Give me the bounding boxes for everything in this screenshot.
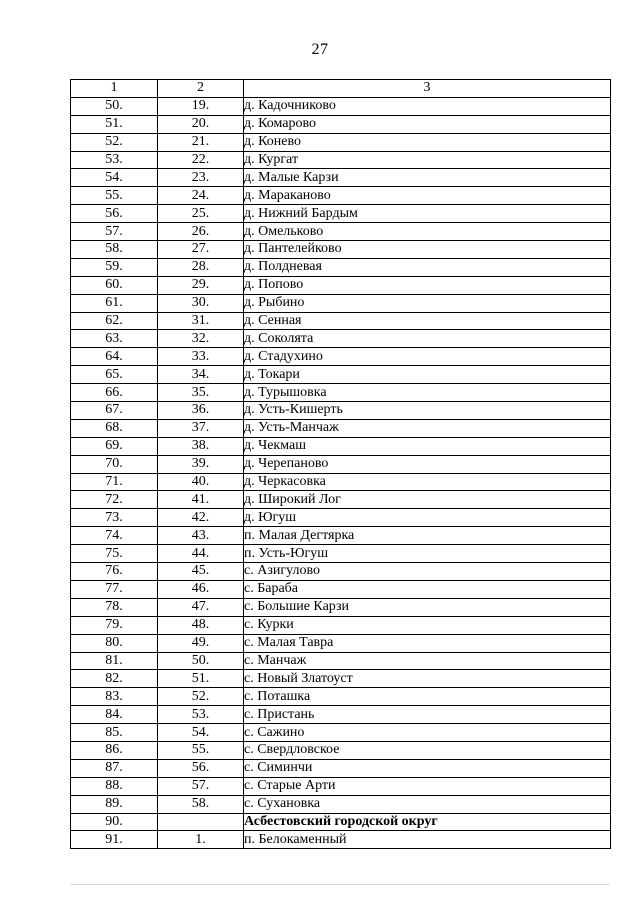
table-row — [71, 294, 611, 312]
row-number-cell: 52. — [71, 133, 158, 151]
row-number-cell: 70. — [71, 455, 158, 473]
settlement-name-cell: д. Чекмаш — [244, 437, 611, 455]
sub-number-cell: 21. — [158, 133, 244, 151]
row-number-cell: 76. — [71, 563, 158, 581]
page-number: 27 — [311, 41, 329, 58]
table-row — [71, 187, 611, 205]
row-number-cell: 66. — [71, 384, 158, 402]
table-row — [71, 616, 611, 634]
settlement-name-cell: с. Малая Тавра — [244, 634, 611, 652]
table-row — [71, 151, 611, 169]
settlement-name-cell: с. Пристань — [244, 706, 611, 724]
sub-number-cell: 39. — [158, 455, 244, 473]
settlement-name-cell: д. Турышовка — [244, 384, 611, 402]
row-number-cell: 69. — [71, 437, 158, 455]
row-number-cell: 74. — [71, 527, 158, 545]
row-number-cell: 89. — [71, 795, 158, 813]
row-number-cell: 71. — [71, 473, 158, 491]
sub-number-cell: 31. — [158, 312, 244, 330]
table-row — [71, 563, 611, 581]
sub-number-cell: 43. — [158, 527, 244, 545]
table-row — [71, 795, 611, 813]
settlement-name-cell: с. Азигулово — [244, 563, 611, 581]
settlement-name-cell: с. Бараба — [244, 580, 611, 598]
settlement-name-cell: с. Курки — [244, 616, 611, 634]
row-number-cell: 51. — [71, 115, 158, 133]
table-row — [71, 330, 611, 348]
settlement-name-cell: д. Усть-Манчаж — [244, 419, 611, 437]
table-row — [71, 509, 611, 527]
sub-number-cell: 38. — [158, 437, 244, 455]
settlement-name-cell: д. Кадочниково — [244, 97, 611, 115]
row-number-cell: 83. — [71, 688, 158, 706]
row-number-cell: 57. — [71, 223, 158, 241]
settlement-name-cell: д. Черепаново — [244, 455, 611, 473]
sub-number-cell: 32. — [158, 330, 244, 348]
row-number-cell: 59. — [71, 258, 158, 276]
settlement-name-cell: с. Новый Златоуст — [244, 670, 611, 688]
sub-number-cell: 41. — [158, 491, 244, 509]
settlement-name-cell: п. Белокаменный — [244, 831, 611, 849]
row-number-cell: 86. — [71, 741, 158, 759]
settlement-name-cell: д. Полдневая — [244, 258, 611, 276]
table-row — [71, 402, 611, 420]
settlement-name-cell: д. Усть-Кишерть — [244, 402, 611, 420]
table-row — [71, 777, 611, 795]
row-number-cell: 63. — [71, 330, 158, 348]
settlement-name-cell: д. Мараканово — [244, 187, 611, 205]
row-number-cell: 62. — [71, 312, 158, 330]
sub-number-cell: 37. — [158, 419, 244, 437]
table-body — [71, 80, 611, 849]
settlement-name-cell: д. Омельково — [244, 223, 611, 241]
table-header-row — [71, 80, 611, 98]
settlement-name-cell: д. Токари — [244, 366, 611, 384]
row-number-cell: 79. — [71, 616, 158, 634]
row-number-cell: 58. — [71, 241, 158, 259]
settlement-name-cell: с. Старые Арти — [244, 777, 611, 795]
sub-number-cell: 49. — [158, 634, 244, 652]
table-row — [71, 580, 611, 598]
table-row — [71, 258, 611, 276]
table-row — [71, 598, 611, 616]
row-number-cell: 60. — [71, 276, 158, 294]
table-row — [71, 133, 611, 151]
table-row — [71, 276, 611, 294]
sub-number-cell: 58. — [158, 795, 244, 813]
table-row — [71, 312, 611, 330]
sub-number-cell: 28. — [158, 258, 244, 276]
sub-number-cell: 45. — [158, 563, 244, 581]
row-number-cell: 73. — [71, 509, 158, 527]
table-row — [71, 634, 611, 652]
table-row — [71, 419, 611, 437]
table-row — [71, 741, 611, 759]
sub-number-cell: 34. — [158, 366, 244, 384]
row-number-cell: 55. — [71, 187, 158, 205]
table-row — [71, 169, 611, 187]
sub-number-cell: 48. — [158, 616, 244, 634]
row-number-cell: 50. — [71, 97, 158, 115]
settlement-name-cell: с. Манчаж — [244, 652, 611, 670]
row-number-cell: 75. — [71, 545, 158, 563]
sub-number-cell: 53. — [158, 706, 244, 724]
settlement-name-cell: с. Сажино — [244, 724, 611, 742]
settlement-name-cell: д. Широкий Лог — [244, 491, 611, 509]
sub-number-cell: 23. — [158, 169, 244, 187]
sub-number-cell: 36. — [158, 402, 244, 420]
table-row — [71, 688, 611, 706]
settlement-name-cell: п. Усть-Югуш — [244, 545, 611, 563]
row-number-cell: 61. — [71, 294, 158, 312]
table-row — [71, 97, 611, 115]
table-row — [71, 348, 611, 366]
table-row — [71, 813, 611, 831]
sub-number-cell: 19. — [158, 97, 244, 115]
table-row — [71, 527, 611, 545]
settlement-name-cell: д. Конево — [244, 133, 611, 151]
sub-number-cell: 55. — [158, 741, 244, 759]
row-number-cell: 72. — [71, 491, 158, 509]
sub-number-cell: 46. — [158, 580, 244, 598]
row-number-cell: 64. — [71, 348, 158, 366]
row-number-cell: 91. — [71, 831, 158, 849]
row-number-cell: 88. — [71, 777, 158, 795]
row-number-cell: 82. — [71, 670, 158, 688]
settlement-name-cell: д. Кургат — [244, 151, 611, 169]
sub-number-cell: 57. — [158, 777, 244, 795]
settlements-table — [70, 79, 611, 849]
sub-number-cell: 47. — [158, 598, 244, 616]
sub-number-cell: 20. — [158, 115, 244, 133]
settlement-name-cell: с. Поташка — [244, 688, 611, 706]
settlement-name-cell: п. Малая Дегтярка — [244, 527, 611, 545]
sub-number-cell: 40. — [158, 473, 244, 491]
settlement-name-cell: д. Югуш — [244, 509, 611, 527]
settlement-name-cell: д. Сенная — [244, 312, 611, 330]
table-row — [71, 205, 611, 223]
column-header-3: 3 — [244, 80, 611, 98]
table-row — [71, 652, 611, 670]
table-row — [71, 366, 611, 384]
sub-number-cell: 26. — [158, 223, 244, 241]
settlement-name-cell: д. Рыбино — [244, 294, 611, 312]
sub-number-cell: 54. — [158, 724, 244, 742]
row-number-cell: 67. — [71, 402, 158, 420]
settlement-name-cell: д. Комарово — [244, 115, 611, 133]
settlement-name-cell: д. Пантелейково — [244, 241, 611, 259]
table-row — [71, 115, 611, 133]
row-number-cell: 81. — [71, 652, 158, 670]
sub-number-cell: 30. — [158, 294, 244, 312]
table-row — [71, 670, 611, 688]
row-number-cell: 84. — [71, 706, 158, 724]
settlement-name-cell: д. Стадухино — [244, 348, 611, 366]
settlement-name-cell: д. Черкасовка — [244, 473, 611, 491]
settlement-name-cell: д. Нижний Бардым — [244, 205, 611, 223]
row-number-cell: 77. — [71, 580, 158, 598]
sub-number-cell: 22. — [158, 151, 244, 169]
sub-number-cell: 27. — [158, 241, 244, 259]
sub-number-cell: 33. — [158, 348, 244, 366]
settlement-name-cell: с. Сухановка — [244, 795, 611, 813]
table-row — [71, 437, 611, 455]
sub-number-cell: 50. — [158, 652, 244, 670]
table-row — [71, 223, 611, 241]
table-row — [71, 384, 611, 402]
column-header-1: 1 — [71, 80, 158, 98]
table-row — [71, 491, 611, 509]
row-number-cell: 65. — [71, 366, 158, 384]
table-row — [71, 545, 611, 563]
table-row — [71, 706, 611, 724]
sub-number-cell: 1. — [158, 831, 244, 849]
sub-number-cell: 42. — [158, 509, 244, 527]
row-number-cell: 85. — [71, 724, 158, 742]
table-row — [71, 473, 611, 491]
table-row — [71, 455, 611, 473]
sub-number-cell: 25. — [158, 205, 244, 223]
settlement-name-cell: с. Симинчи — [244, 759, 611, 777]
sub-number-cell: 24. — [158, 187, 244, 205]
sub-number-cell: 52. — [158, 688, 244, 706]
table-row — [71, 759, 611, 777]
row-number-cell: 80. — [71, 634, 158, 652]
settlement-name-cell: д. Малые Карзи — [244, 169, 611, 187]
settlement-name-cell: д. Попово — [244, 276, 611, 294]
sub-number-cell: 35. — [158, 384, 244, 402]
settlement-name-cell: с. Свердловское — [244, 741, 611, 759]
sub-number-cell: 29. — [158, 276, 244, 294]
page-bottom-line — [70, 884, 610, 885]
sub-number-cell: 44. — [158, 545, 244, 563]
row-number-cell: 68. — [71, 419, 158, 437]
settlement-name-cell: с. Большие Карзи — [244, 598, 611, 616]
column-header-2: 2 — [158, 80, 244, 98]
table-row — [71, 831, 611, 849]
row-number-cell: 54. — [71, 169, 158, 187]
row-number-cell: 53. — [71, 151, 158, 169]
settlement-name-cell: д. Соколята — [244, 330, 611, 348]
table-row — [71, 241, 611, 259]
sub-number-cell — [158, 813, 244, 831]
row-number-cell: 78. — [71, 598, 158, 616]
sub-number-cell: 51. — [158, 670, 244, 688]
row-number-cell: 90. — [71, 813, 158, 831]
row-number-cell: 87. — [71, 759, 158, 777]
row-number-cell: 56. — [71, 205, 158, 223]
table-row — [71, 724, 611, 742]
sub-number-cell: 56. — [158, 759, 244, 777]
section-title-cell: Асбестовский городской округ — [244, 813, 611, 831]
